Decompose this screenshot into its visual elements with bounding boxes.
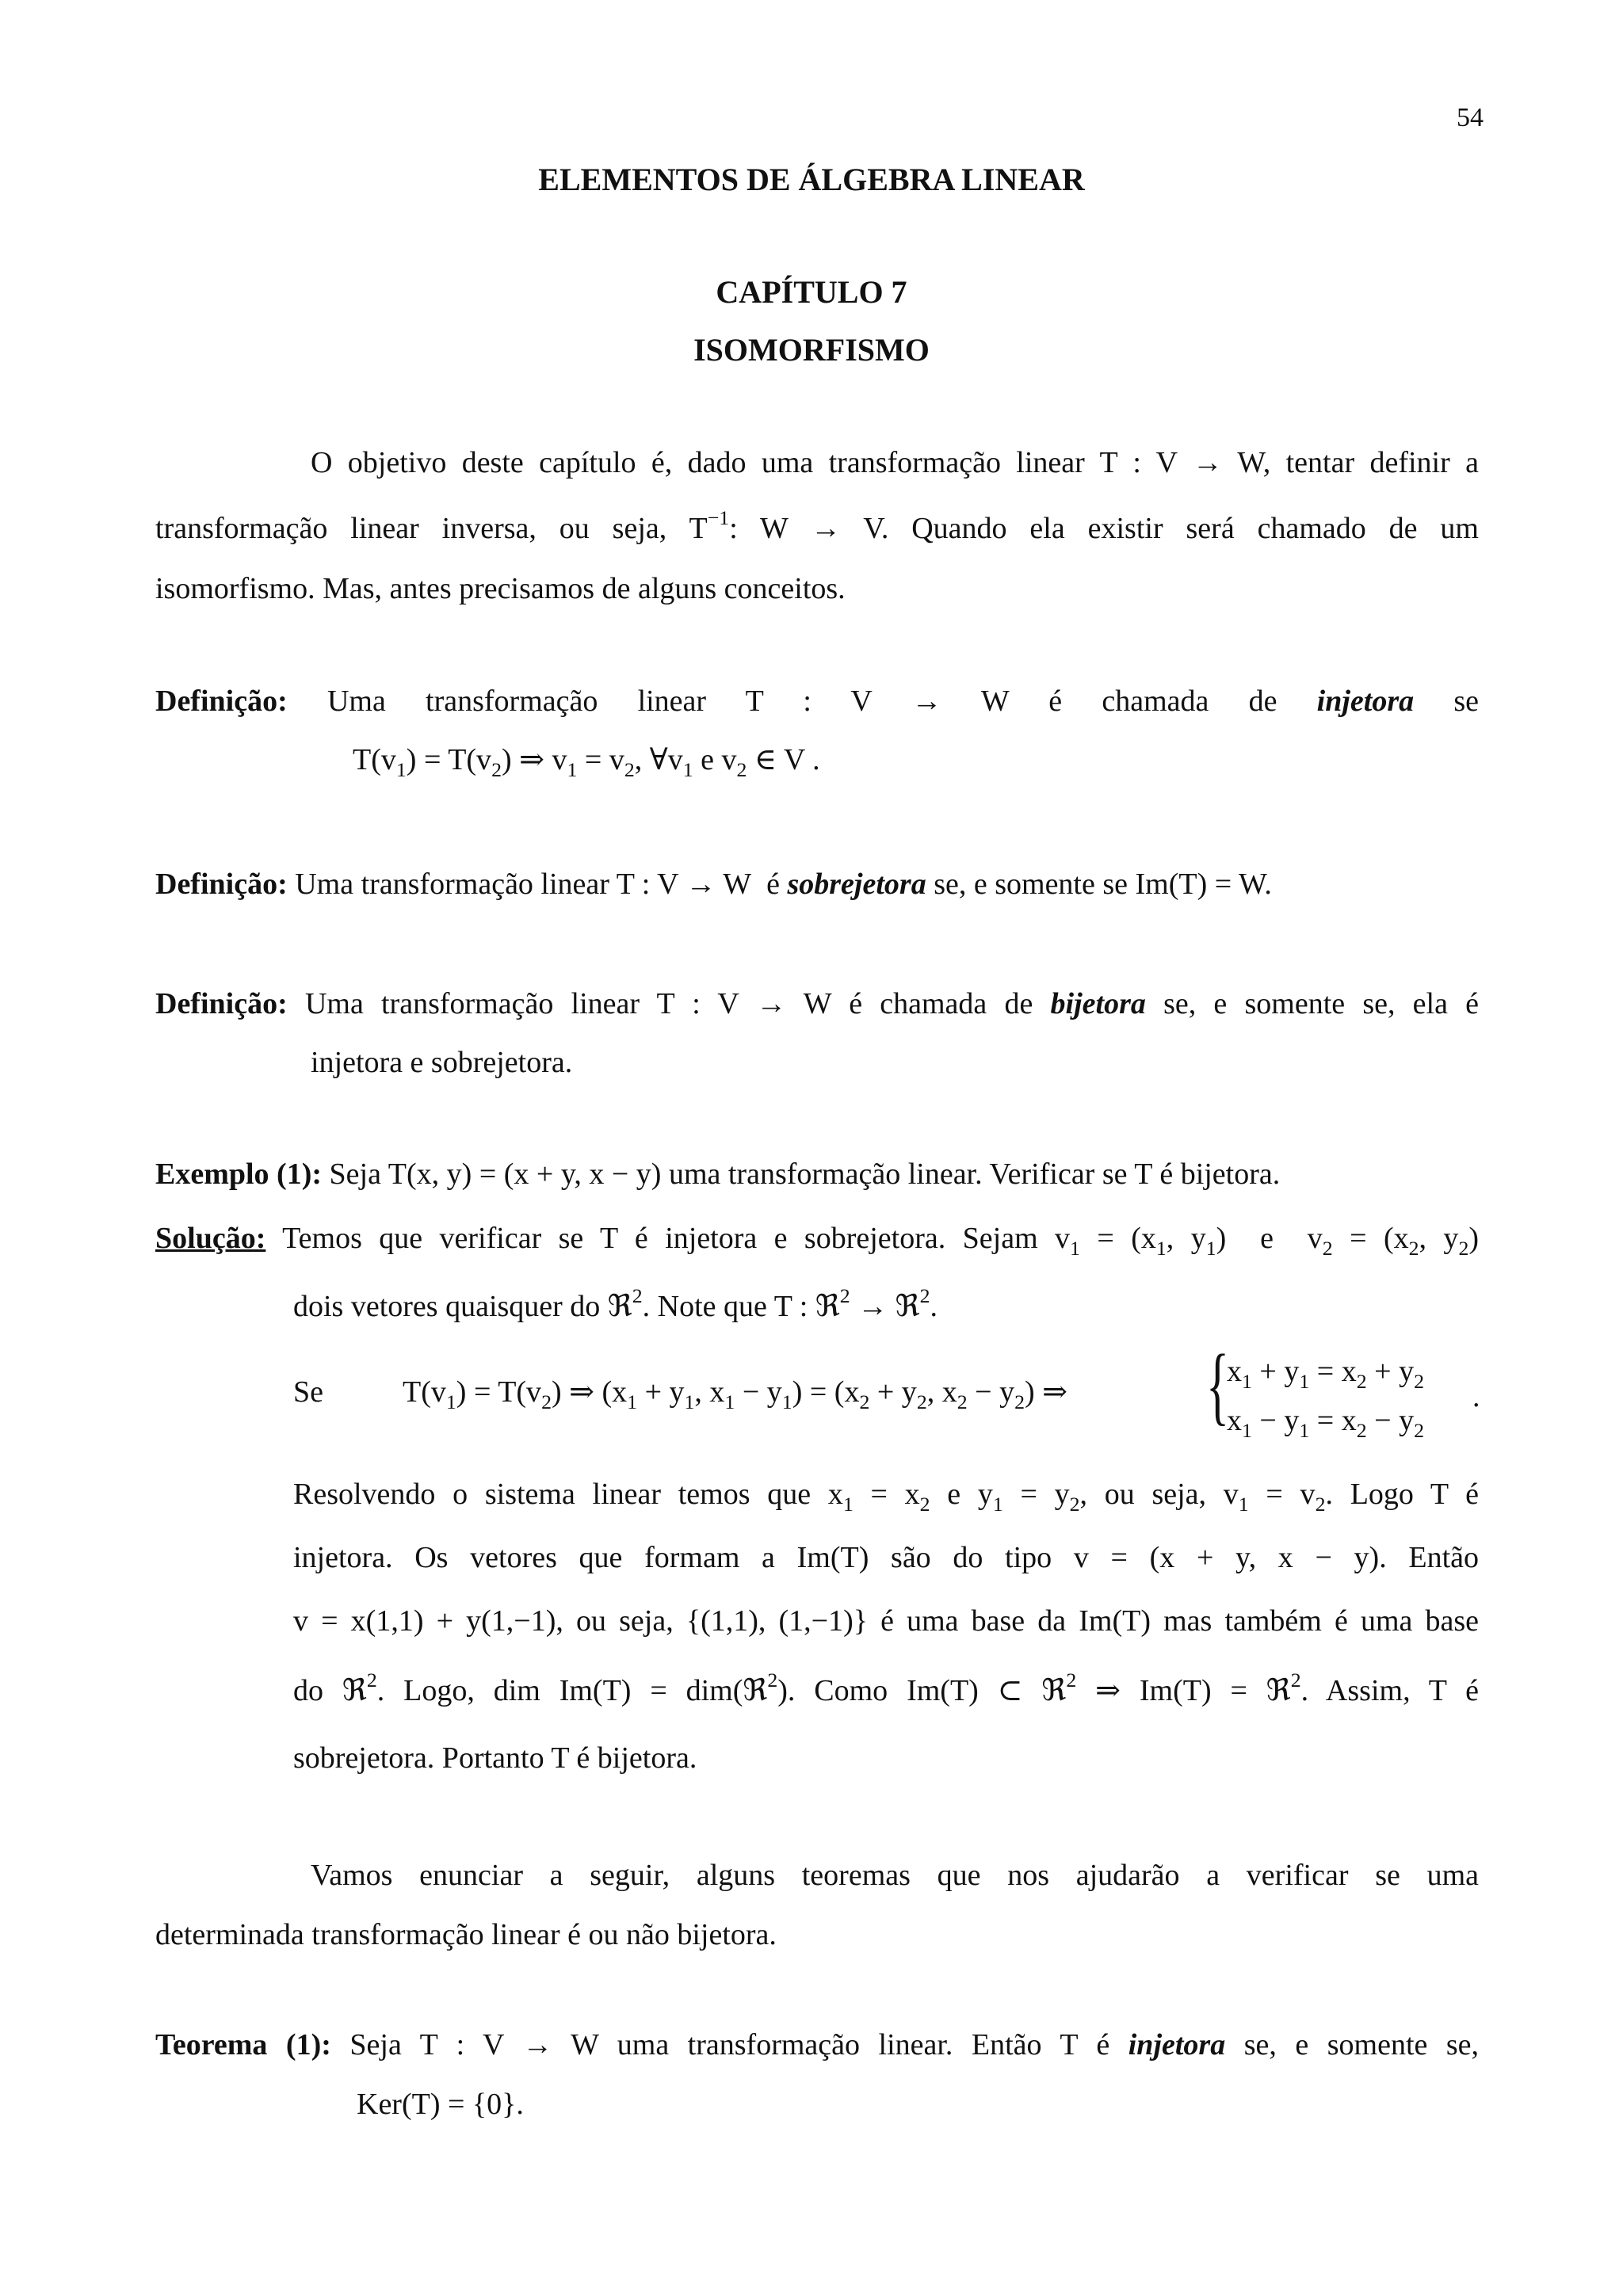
solution-line-5 — [293, 1606, 1479, 1636]
text: se, e somente se — [934, 868, 1128, 901]
theorem-formula: Ker(T) = {0}. — [357, 2088, 524, 2121]
text: Uma transformação linear — [295, 868, 609, 901]
term-injetora: injetora — [1128, 2028, 1226, 2061]
text: são do tipo — [891, 1541, 1052, 1574]
solution-line-2: dois vetores quaisquer do ℜ$^2$. Note que T : ℜ$^2$ → ℜ$^2$. — [293, 1284, 938, 1323]
system-eq-1: $x_1 + y_1 = x_2 + y_2$ — [1227, 1355, 1424, 1394]
book-title: ELEMENTOS DE ÁLGEBRA LINEAR — [538, 162, 1085, 197]
text: Resolvendo o sistema linear temos que — [293, 1478, 812, 1511]
solution-se: Se — [293, 1375, 323, 1409]
basis: {(1,1), (1,−1)} — [685, 1604, 868, 1638]
text: , ou seja, — [556, 1604, 674, 1638]
intro-map: T : V → W — [1099, 446, 1263, 479]
formula: T(x, y) = (x + y, x − y) — [388, 1158, 662, 1191]
text: dois vetores quaisquer do ℜ — [293, 1290, 632, 1323]
eq-v: $v_1 = v_2$ — [1223, 1478, 1326, 1516]
term-injetora: injetora — [1316, 685, 1415, 718]
text: é uma base da Im(T) mas também é uma base — [880, 1604, 1480, 1638]
system-period: . — [1472, 1380, 1480, 1413]
theorem-label: Teorema (1): — [155, 2028, 331, 2061]
dimension-formula: dim Im(T) = dim(ℜ$^2$). Como — [493, 1669, 888, 1707]
map: T : V → W — [656, 987, 831, 1020]
definition-bijetora — [155, 989, 1479, 1019]
intro-line-3: isomorfismo. Mas, antes precisamos de alguns conceitos. — [155, 572, 846, 605]
formula: v = x(1,1) + y(1,−1) — [293, 1604, 556, 1638]
system-brace: { — [1206, 1337, 1230, 1433]
definition-injetora — [155, 686, 1479, 716]
inverse-map: $T^{-1}$: W → V — [689, 506, 881, 545]
solution-line-6 — [293, 1669, 1480, 1707]
word: linear — [637, 685, 707, 718]
map: T : V → W — [419, 2028, 599, 2061]
image-T: Im(T) — [796, 1541, 869, 1574]
definition-sobrejetora — [155, 869, 1272, 899]
page-number: 54 — [1457, 103, 1484, 132]
text: uma transformação linear. Verificar se T é bijetora. — [668, 1158, 1281, 1191]
map-r2: T : ℜ$^2$ → ℜ$^2$. — [773, 1284, 938, 1323]
word: chamada — [1102, 685, 1209, 718]
text: é chamada de — [849, 987, 1033, 1020]
formula: v = (x + y, x − y) — [1073, 1541, 1380, 1574]
text: , ou seja, — [1079, 1478, 1207, 1511]
definition-label: Definição: — [155, 685, 288, 718]
text: . Então — [1379, 1541, 1480, 1574]
theorem-1 — [155, 2030, 1479, 2060]
solution-line-3 — [293, 1478, 1480, 1516]
text: se, e somente se, — [1243, 2028, 1480, 2061]
map: T : V → W — [745, 685, 1010, 718]
text: . Note que — [642, 1290, 767, 1323]
term-bijetora: bijetora — [1050, 987, 1146, 1020]
vectors: $v_1 = (x_1$, $y_1$) e $v_2 = (x_2$, $y_2$) — [1055, 1222, 1480, 1261]
intro-text-end: , tentar definir a — [1262, 446, 1479, 479]
paragraph-2-line-1: Vamos enunciar a seguir, alguns teoremas que nos ajudarão a verificar se uma — [311, 1859, 1479, 1892]
map: T : V → W — [616, 868, 752, 901]
solution-line-1 — [155, 1222, 1480, 1261]
text: injetora. Os vetores que formam a — [293, 1541, 775, 1574]
eq-x: $x_1 = x_2$ — [827, 1478, 930, 1516]
equality-formula: ⇒ Im(T) = ℜ$^2$. Assim, T é — [1095, 1669, 1480, 1707]
intro-text-2: transformação linear inversa, ou seja, — [155, 512, 667, 545]
text: . Logo T é — [1325, 1478, 1480, 1511]
word: de — [1248, 685, 1277, 718]
definition-label: Definição: — [155, 987, 288, 1020]
text: uma transformação linear. Então T é — [617, 2028, 1110, 2061]
definition-bijetora-line-2: injetora e sobrejetora. — [311, 1046, 573, 1079]
word: se — [1453, 685, 1479, 718]
term-sobrejetora: sobrejetora — [787, 868, 926, 901]
text: Seja — [329, 1158, 381, 1191]
solution-line-7: sobrejetora. Portanto T é bijetora. — [293, 1741, 697, 1775]
solution-implication: $T(v_1) = T(v_2)$ ⇒ ($x_1 + y_1$, $x_1 - y_1) = (x_2 + y_2$, $x_2 - y_2$) ⇒ — [403, 1375, 1068, 1414]
subset-formula: Im(T) ⊂ ℜ$^2$ — [907, 1669, 1077, 1707]
example-1 — [155, 1159, 1280, 1189]
text: Temos que verificar se T é injetora e sobrejetora. Sejam — [282, 1222, 1038, 1255]
text: Uma transformação linear — [304, 987, 640, 1020]
text: é — [766, 868, 780, 901]
intro-line-1 — [311, 448, 1479, 478]
intro-line-2 — [155, 506, 1479, 545]
text: se, e somente se, ela é — [1163, 987, 1480, 1020]
intro-text: O objetivo deste capítulo é, dado uma transformação linear — [311, 446, 1085, 479]
paragraph-2-line-2: determinada transformação linear é ou não bijetora. — [155, 1918, 777, 1951]
chapter-title: ISOMORFISMO — [693, 332, 930, 368]
intro-text-2-end: . Quando ela existir será chamado de um — [880, 512, 1479, 545]
text: do ℜ$^2$. Logo, — [293, 1669, 475, 1707]
eq-y: $y_1 = y_2$ — [977, 1478, 1080, 1516]
definition-injetora-formula: $T(v_1) = T(v_2)$ ⇒ $v_1 = v_2$, $\forall v_1$ e $v_2$ ∈ V . — [353, 743, 820, 782]
text: e — [947, 1478, 961, 1511]
word: transformação — [426, 685, 598, 718]
word: Uma — [327, 685, 386, 718]
system-eq-2: $x_1 - y_1 = x_2 - y_2$ — [1227, 1404, 1424, 1443]
formula: Im(T) = W. — [1135, 868, 1272, 901]
chapter-number: CAPÍTULO 7 — [716, 274, 907, 310]
solution-line-4 — [293, 1543, 1479, 1573]
text: Seja — [349, 2028, 402, 2061]
solution-label: Solução: — [155, 1222, 266, 1255]
example-label: Exemplo (1): — [155, 1158, 323, 1191]
definition-label: Definição: — [155, 868, 288, 901]
word: é — [1048, 685, 1063, 718]
